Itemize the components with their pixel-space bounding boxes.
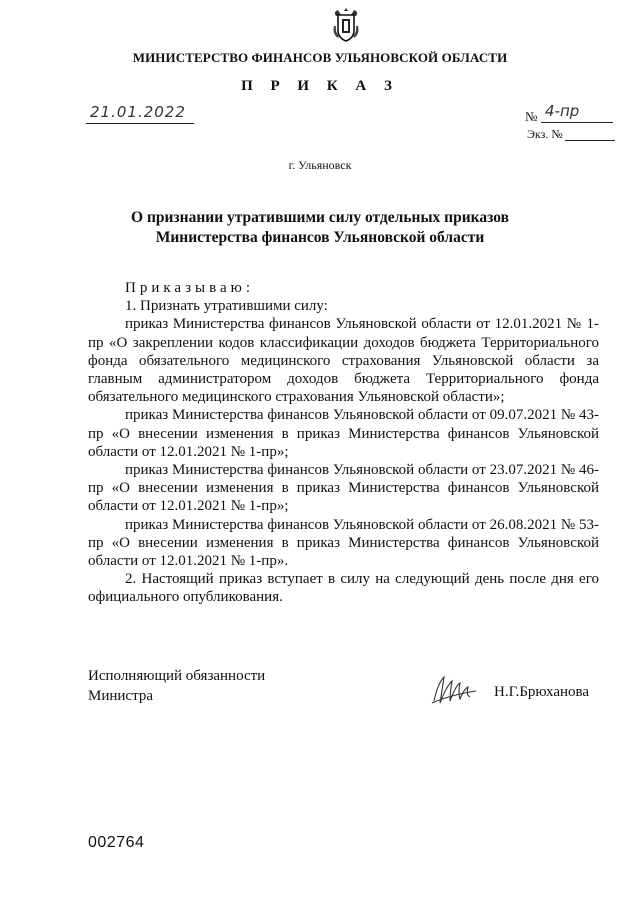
document-code: 002764 (88, 834, 145, 851)
coat-of-arms-emblem (330, 6, 362, 44)
copy-number-label: Экз. № (527, 127, 563, 141)
ministry-name: МИНИСТЕРСТВО ФИНАНСОВ УЛЬЯНОВСКОЙ ОБЛАСТИ (132, 50, 508, 65)
signatory-title-line-2: Министра (88, 688, 153, 704)
signatory-title-line-1: Исполняющий обязанности (88, 668, 266, 684)
document-title: О признании утратившими силу отдельных приказов Министерства финансов Ульяновской области (131, 209, 509, 246)
city: г. Ульяновск (288, 158, 352, 172)
revoked-order-3: приказ Министерства финансов Ульяновской области от 23.07.2021 № 46-пр «О внесении изменения в приказ Министерства финансов Ульяновской области от 12.01.2021 № 1-пр»; (88, 462, 599, 515)
document-type-heading: П Р И К А З (241, 78, 399, 94)
revoked-order-4: приказ Министерства финансов Ульяновской области от 26.08.2021 № 53-пр «О внесении изменения в приказ Министерства финансов Ульяновской области от 12.01.2021 № 1-пр». (88, 516, 599, 570)
signatory-title (88, 666, 265, 706)
number-label: № (525, 109, 538, 124)
lead-phrase: Приказываю: (125, 280, 254, 296)
item-1: 1. Признать утратившими силу: (125, 298, 328, 315)
revoked-order-1: приказ Министерства финансов Ульяновской области от 12.01.2021 № 1-пр «О закреплении кодов классификации доходов бюджета Территориального фонда обязательного медицинского страхования Ульяновской области за главным администратором доходов бюджета Территориального фонда обязательного медицинского страхования Ульяновской области»; (88, 316, 599, 406)
handwritten-date: 21.01.2022 (90, 103, 186, 121)
revoked-order-2: приказ Министерства финансов Ульяновской области от 09.07.2021 № 43-пр «О внесении изменения в приказ Министерства финансов Ульяновской области от 12.01.2021 № 1-пр»; (88, 407, 599, 460)
handwritten-signature (430, 673, 478, 707)
handwritten-number: 4-пр (545, 102, 580, 120)
item-2: 2. Настоящий приказ вступает в силу на следующий день после дня его официального опубликования. (88, 571, 599, 606)
copy-number-underline (565, 128, 615, 141)
signatory-name: Н.Г.Брюханова (494, 684, 590, 700)
document-body (88, 279, 599, 607)
